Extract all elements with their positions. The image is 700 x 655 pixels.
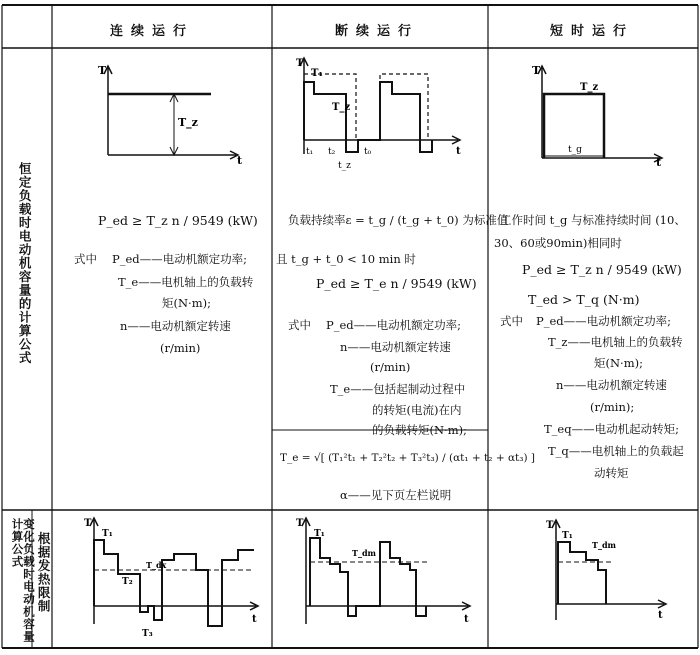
graph-variable-short xyxy=(546,516,676,634)
short-where: 式中 xyxy=(500,314,523,328)
header-continuous: 连续运行 xyxy=(110,24,195,39)
graph-axis-T: T xyxy=(98,64,107,77)
graph-short-time xyxy=(530,60,670,170)
graph-label-tz-time: t_z xyxy=(338,161,351,171)
graph-axis-t-6: t xyxy=(658,610,663,621)
short-intro-2: 30、60或90min)相同时 xyxy=(494,236,622,250)
row-label-variable-load: 变化负载时电动机容量计算公式 xyxy=(10,518,36,643)
intermittent-def-te-2: 的转矩(电流)在内 xyxy=(372,403,462,417)
graph-axis-t-2: t xyxy=(456,146,461,157)
intermittent-where: 式中 xyxy=(288,318,311,332)
graph-label-tdm-2: T_dm xyxy=(592,540,617,550)
graph-axis-t: t xyxy=(237,154,243,165)
graph-intermittent xyxy=(296,54,466,172)
graph-label-tdm: T_dm xyxy=(352,548,377,558)
graph-label-tdx: T_dx xyxy=(146,560,167,570)
intermittent-def-n: n——电动机额定转速 xyxy=(340,340,451,354)
graph-continuous xyxy=(96,60,246,165)
intermittent-def-te-1: T_e——包括起制动过程中 xyxy=(330,382,466,396)
intermittent-rms-formula: T_e = √[ (T₁²t₁ + T₂²t₂ + T₃²t₃) / (αt₁ + t₂ + αt₃) ] xyxy=(280,452,536,464)
intermittent-condition: 且 t_g + t_0 < 10 min 时 xyxy=(276,252,416,266)
short-formula: P_ed ≥ T_z n / 9549 (kW) xyxy=(522,262,682,277)
intermittent-def-pe: P_ed——电动机额定功率; xyxy=(326,318,462,332)
graph-label-t0-time: t₀ xyxy=(364,147,372,157)
continuous-where: 式中 xyxy=(74,252,97,266)
graph-label-t2-var: T₂ xyxy=(122,577,133,587)
graph-axis-T-3: T xyxy=(532,64,541,77)
graph-label-tz: T_z xyxy=(178,116,198,129)
graph-axis-t-4: t xyxy=(252,614,257,625)
graph-label-t1-var: T₁ xyxy=(102,529,113,539)
header-intermittent: 断续运行 xyxy=(335,24,420,39)
graph-label-t1-var2: T₁ xyxy=(314,529,325,539)
short-def-tq-2: 动转矩 xyxy=(594,466,629,480)
short-intro-1: 工作时间 t_g 与标准持续时间 (10、 xyxy=(500,213,686,227)
continuous-def-n: n——电动机额定转速 xyxy=(120,319,231,333)
graph-variable-intermittent xyxy=(296,514,476,644)
graph-label-t1-time: t₁ xyxy=(306,147,314,157)
continuous-def-te-1: T_e——电机轴上的负载转 xyxy=(118,275,254,289)
short-def-tz-2: 矩(N·m); xyxy=(594,356,643,370)
continuous-def-te-2: 矩(N·m); xyxy=(162,296,211,310)
intermittent-alpha-note: α——见下页左栏说明 xyxy=(340,488,452,502)
short-def-teq: T_eq——电动机起动转矩; xyxy=(544,422,679,436)
graph-axis-T-4: T xyxy=(84,518,92,529)
intermittent-def-n-unit: (r/min) xyxy=(370,360,411,374)
graph-label-t1-var3: T₁ xyxy=(562,531,573,541)
short-def-n: n——电动机额定转速 xyxy=(556,378,667,392)
continuous-def-n-unit: (r/min) xyxy=(160,341,201,355)
continuous-def-pe: P_ed——电动机额定功率; xyxy=(112,252,248,266)
header-short-time: 短时运行 xyxy=(550,24,635,39)
intermittent-def-te-3: 的负载转矩(N·m); xyxy=(372,423,467,437)
graph-axis-t-5: t xyxy=(464,614,469,625)
graph-variable-continuous xyxy=(84,514,264,642)
graph-label-t3-var: T₃ xyxy=(142,629,153,639)
graph-label-tz3: T_z xyxy=(580,82,599,93)
intermittent-formula: P_ed ≥ T_e n / 9549 (kW) xyxy=(316,276,477,291)
graph-axis-T-6: T xyxy=(546,520,554,531)
graph-axis-T-5: T xyxy=(296,518,304,529)
row-label-heat-limit: 根据发热限制 xyxy=(36,532,52,613)
intermittent-duty-ratio: 负载持续率ε = t_g / (t_g + t_0) 为标准值 xyxy=(288,213,509,227)
graph-label-t1: T₁ xyxy=(311,68,323,79)
graph-axis-T-2: T xyxy=(296,58,304,69)
short-def-tz-1: T_z——电机轴上的负载转 xyxy=(548,335,683,349)
graph-label-tz2: T_z xyxy=(332,102,351,113)
graph-label-t2-time: t₂ xyxy=(328,147,336,157)
short-torque-cond: T_ed > T_q (N·m) xyxy=(528,292,640,307)
short-def-pe: P_ed——电动机额定功率; xyxy=(536,314,672,328)
graph-label-tg: t_g xyxy=(568,145,582,155)
continuous-formula: P_ed ≥ T_z n / 9549 (kW) xyxy=(98,213,258,228)
short-def-tq-1: T_q——电机轴上的负载起 xyxy=(548,444,684,458)
row-label-constant-load: 恒定负载时电动机容量的计算公式 xyxy=(17,162,33,365)
short-def-n-unit: (r/min); xyxy=(590,400,635,414)
graph-axis-t-3: t xyxy=(656,156,662,169)
